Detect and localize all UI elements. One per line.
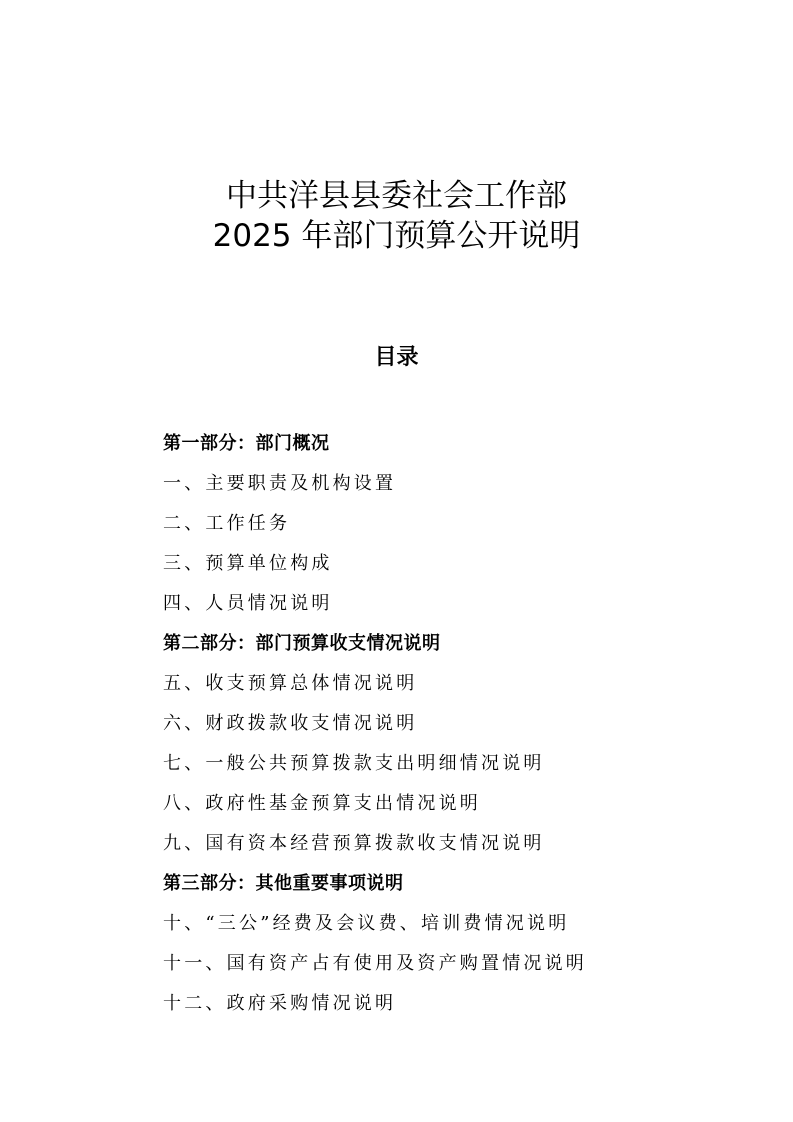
toc-item: 四、人员情况说明 (163, 593, 333, 614)
toc-item: 五、收支预算总体情况说明 (163, 673, 418, 694)
toc-item: 六、财政拨款收支情况说明 (163, 713, 418, 734)
toc-item: 一、主要职责及机构设置 (163, 473, 397, 494)
toc-item: 十、“三公”经费及会议费、培训费情况说明 (163, 913, 570, 934)
toc-part-heading: 第二部分：部门预算收支情况说明 (163, 633, 441, 654)
toc-item: 三、预算单位构成 (163, 553, 333, 574)
toc-item: 九、国有资本经营预算拨款收支情况说明 (163, 833, 545, 854)
toc-heading: 目录 (374, 345, 419, 370)
title-line-organization: 中共洋县县委社会工作部 (226, 178, 567, 214)
table-of-contents (163, 424, 723, 1024)
toc-part-heading: 第一部分：部门概况 (163, 433, 330, 454)
toc-item: 八、政府性基金预算支出情况说明 (163, 793, 481, 814)
toc-part-heading: 第三部分：其他重要事项说明 (163, 873, 404, 894)
document-title (0, 176, 793, 256)
toc-item: 二、工作任务 (163, 513, 291, 534)
toc-item: 十二、政府采购情况说明 (163, 993, 397, 1014)
toc-item: 七、一般公共预算拨款支出明细情况说明 (163, 753, 545, 774)
title-line-subject: 2025 年部门预算公开说明 (212, 218, 581, 254)
toc-item: 十一、国有资产占有使用及资产购置情况说明 (163, 953, 587, 974)
